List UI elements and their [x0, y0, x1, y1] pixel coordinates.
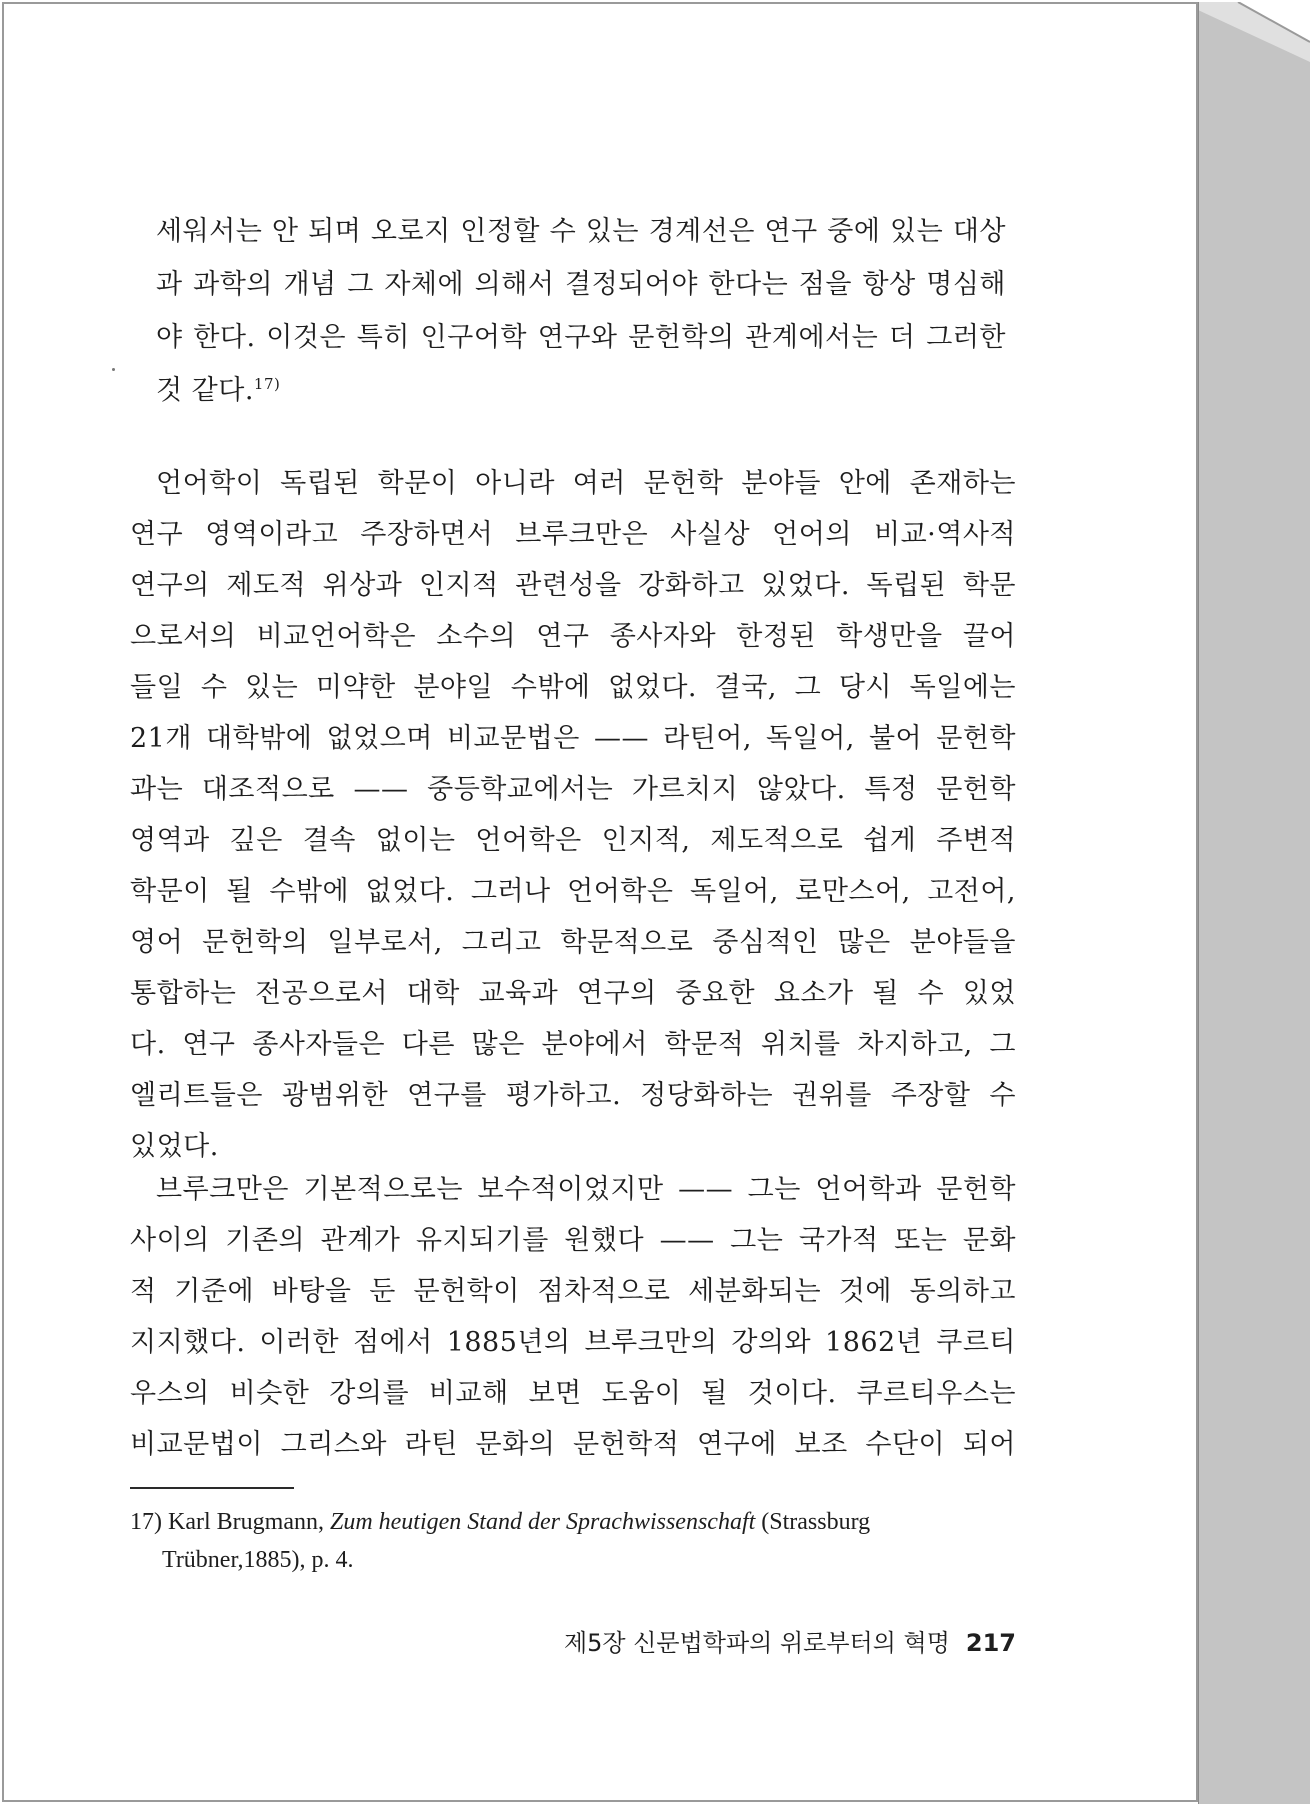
footnote-author: Karl Brugmann, [168, 1509, 324, 1535]
paragraph-line: 으로서의 비교언어학은 소수의 연구 종사자와 한정된 학생만을 끌어 [130, 621, 1016, 652]
paragraph-line: 영역과 깊은 결속 없이는 언어학은 인지적, 제도적으로 쉽게 주변적 [130, 825, 1016, 856]
paragraph-line: 들일 수 있는 미약한 분야일 수밖에 없었다. 결국, 그 당시 독일에는 [130, 672, 1016, 703]
paragraph-line: 적 기준에 바탕을 둔 문헌학이 점차적으로 세분화되는 것에 동의하고 [130, 1276, 1016, 1307]
quote-line: 과 과학의 개념 그 자체에 의해서 결정되어야 한다는 점을 항상 명심해 [156, 269, 1006, 300]
scan-speck [112, 368, 115, 371]
book-edge [1198, 2, 1310, 1804]
running-footer [540, 1623, 1016, 1658]
paragraph-line: 우스의 비슷한 강의를 비교해 보면 도움이 될 것이다. 쿠르티우스는 [130, 1378, 1016, 1409]
paragraph-line: 과는 대조적으로 —— 중등학교에서는 가르치지 않았다. 특정 문헌학 [130, 774, 1016, 805]
paragraph-line: 언어학이 독립된 학문이 아니라 여러 문헌학 분야들 안에 존재하는 [156, 468, 1016, 499]
quote-line-text: 것 같다. [156, 375, 254, 406]
paragraph-line: 학문이 될 수밖에 없었다. 그러나 언어학은 독일어, 로만스어, 고전어, [130, 876, 1016, 907]
footnote-line [130, 1503, 1016, 1541]
paragraph-line: 다. 연구 종사자들은 다른 많은 분야에서 학문적 위치를 차지하고, 그 [130, 1029, 1016, 1060]
quote-line: 야 한다. 이것은 특히 인구어학 연구와 문헌학의 관계에서는 더 그러한 [156, 322, 1006, 353]
paragraph-line: 있었다. [130, 1131, 219, 1162]
paragraph-line: 지지했다. 이러한 점에서 1885년의 브루크만의 강의와 1862년 쿠르티 [130, 1327, 1016, 1358]
footnote-number: 17) [130, 1509, 162, 1535]
quote-line-last [156, 364, 1006, 417]
paragraph-line: 21개 대학밖에 없었으며 비교문법은 —— 라틴어, 독일어, 불어 문헌학 [130, 723, 1016, 754]
chapter-title: 제5장 신문법학파의 위로부터의 혁명 [563, 1629, 950, 1657]
paragraph-2 [130, 1164, 1016, 1470]
footnote-17 [130, 1503, 1016, 1579]
paragraph-line: 엘리트들은 광범위한 연구를 평가하고. 정당화하는 권위를 주장할 수 [130, 1080, 1016, 1111]
block-quote [156, 205, 1006, 417]
page-number: 217 [965, 1629, 1016, 1657]
quote-line: 세워서는 안 되며 오로지 인정할 수 있는 경계선은 연구 중에 있는 대상 [156, 216, 1006, 247]
paragraph-1 [130, 458, 1016, 1172]
paragraph-line: 연구의 제도적 위상과 인지적 관련성을 강화하고 있었다. 독립된 학문 [130, 570, 1016, 601]
paragraph-line: 브루크만은 기본적으로는 보수적이었지만 —— 그는 언어학과 문헌학 [156, 1174, 1016, 1205]
paragraph-line: 비교문법이 그리스와 라틴 문화의 문헌학적 연구에 보조 수단이 되어 [130, 1429, 1016, 1460]
footnote-rule [130, 1487, 294, 1489]
footnote-publisher-start: (Strassburg [761, 1509, 871, 1535]
paragraph-line: 통합하는 전공으로서 대학 교육과 연구의 중요한 요소가 될 수 있었 [130, 978, 1016, 1009]
footnote-publisher-end: Trübner,1885), p. 4. [162, 1547, 354, 1573]
paragraph-line: 영어 문헌학의 일부로서, 그리고 학문적으로 중심적인 많은 분야들을 [130, 927, 1016, 958]
footnote-ref: 17) [253, 375, 281, 393]
paragraph-line: 연구 영역이라고 주장하면서 브루크만은 사실상 언어의 비교·역사적 [130, 519, 1016, 550]
footnote-title: Zum heutigen Stand der Sprachwissenschaft [329, 1509, 756, 1535]
paragraph-line: 사이의 기존의 관계가 유지되기를 원했다 —— 그는 국가적 또는 문화 [130, 1225, 1016, 1256]
